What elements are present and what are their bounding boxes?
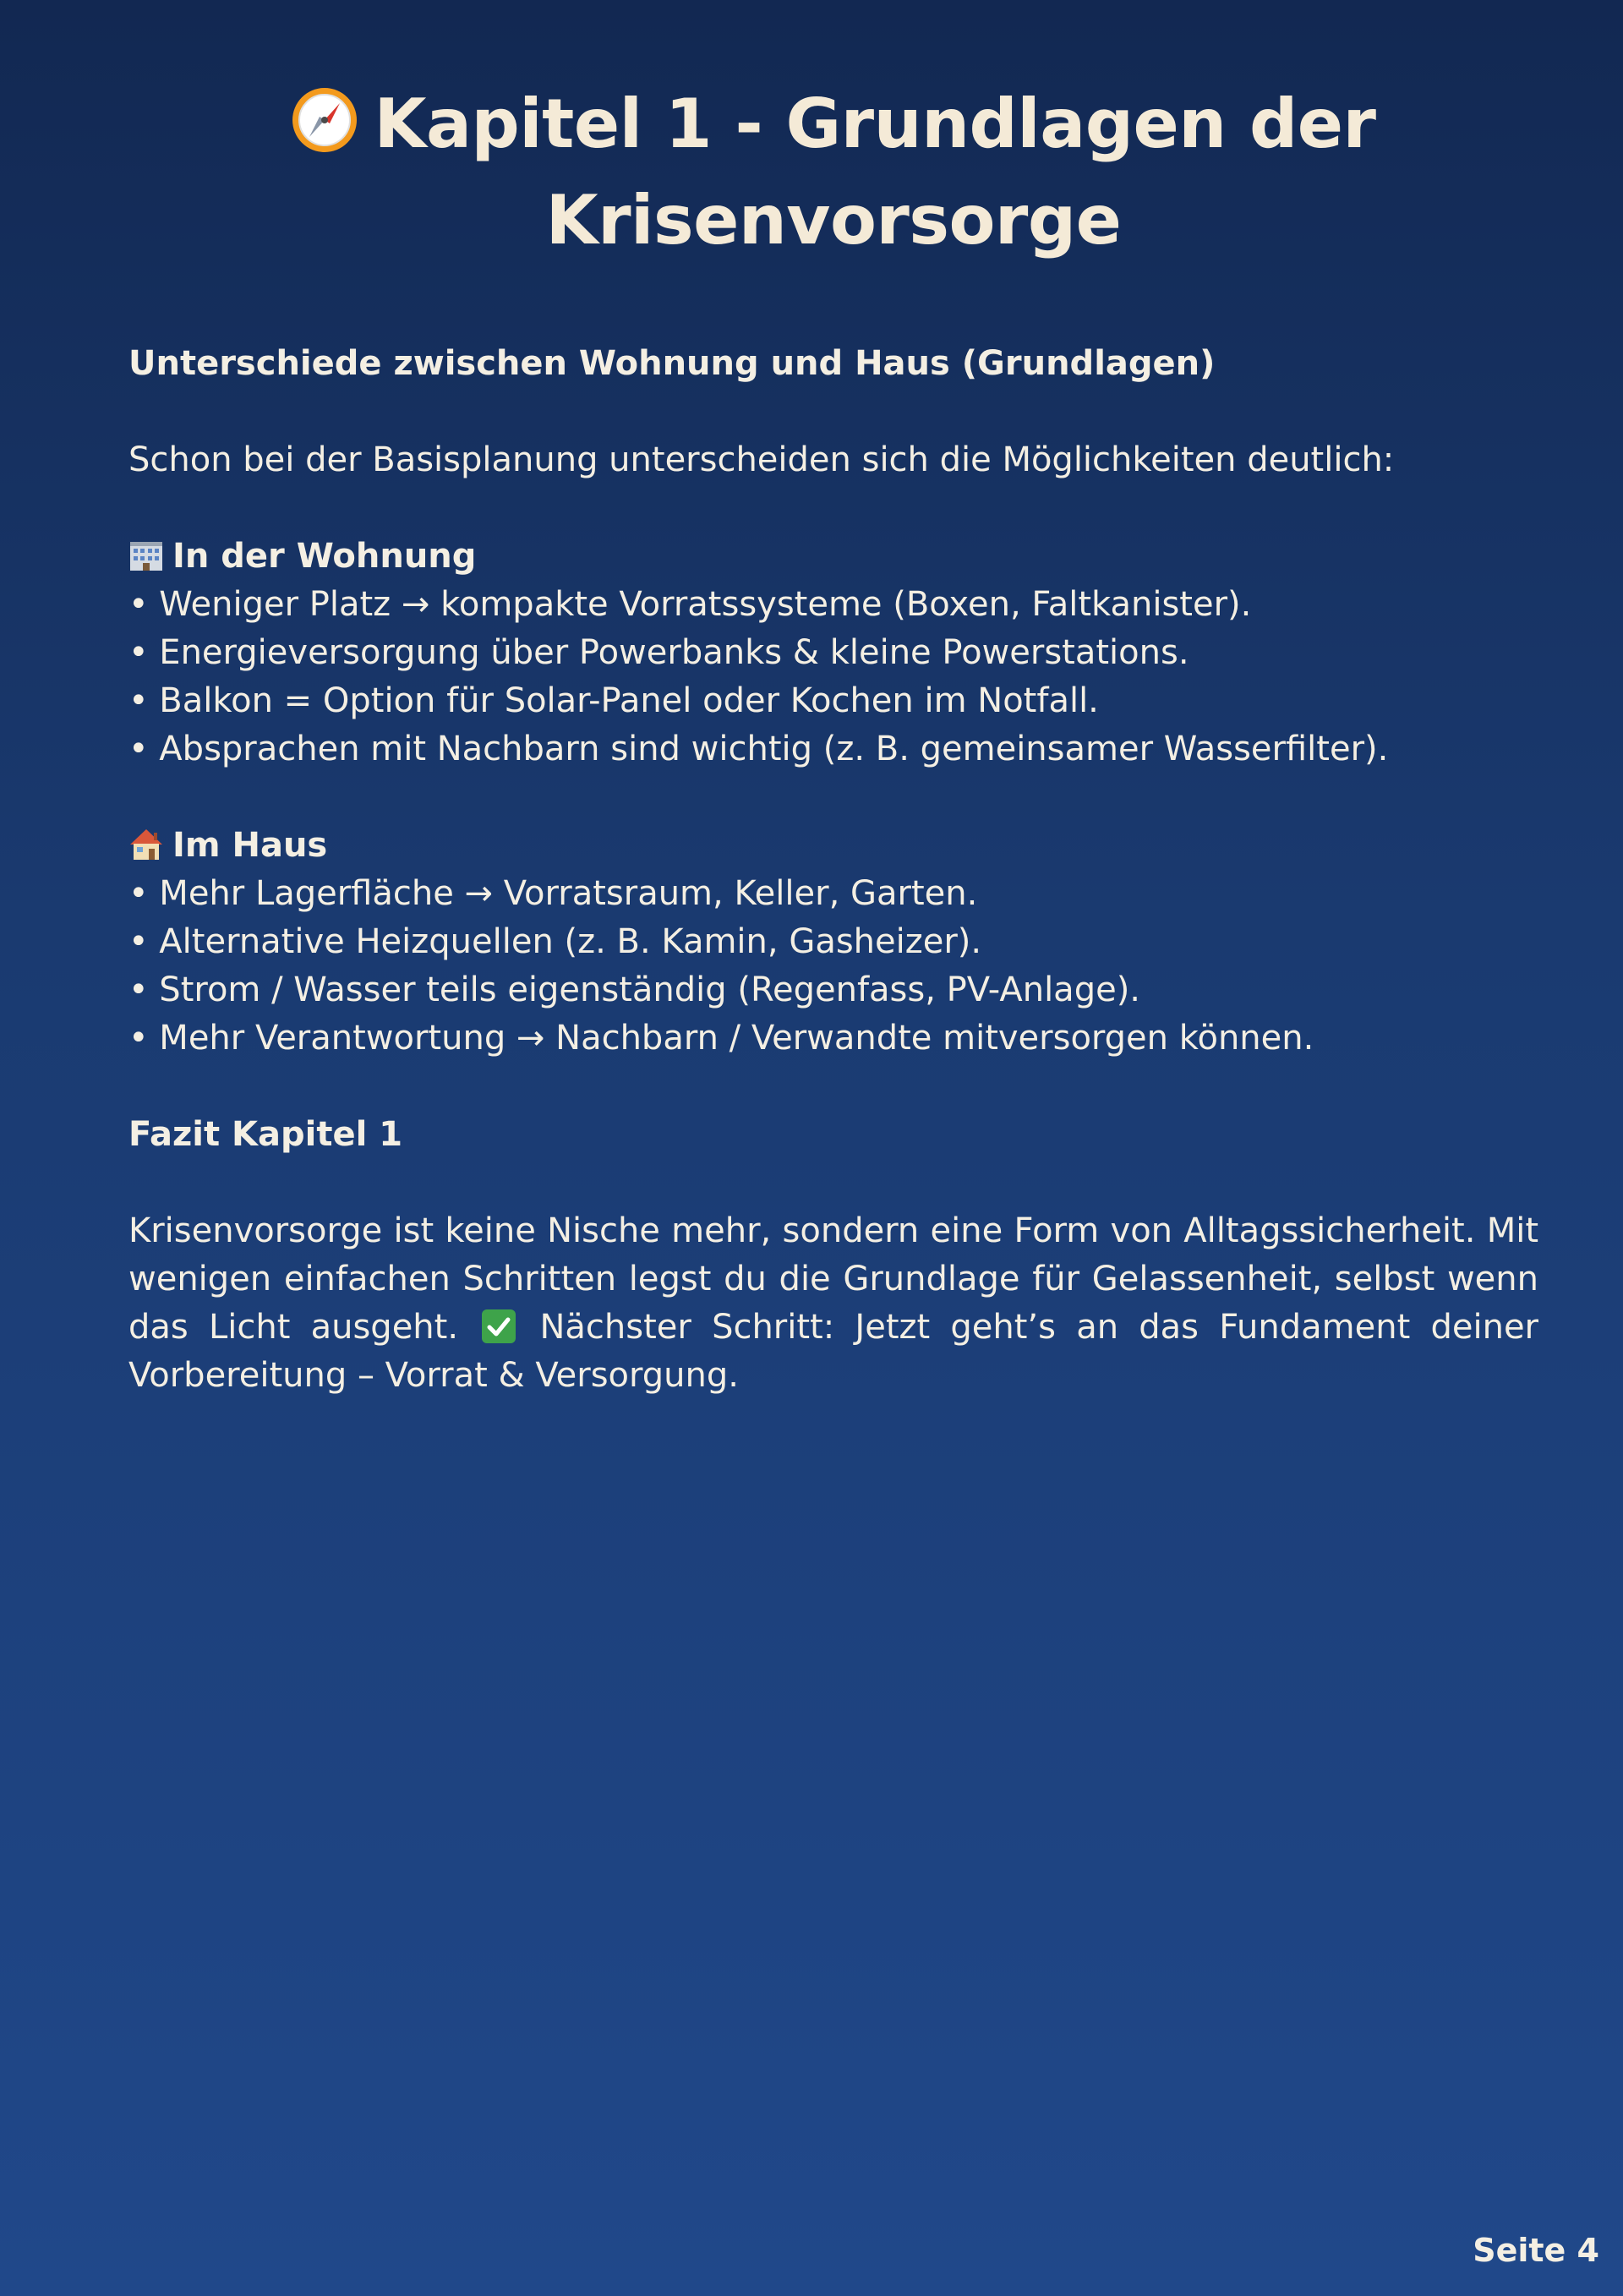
page-title (128, 76, 1538, 269)
section-heading-house-text: Im Haus (172, 826, 328, 865)
house-icon (128, 827, 164, 861)
section-heading-apartment (128, 533, 1538, 581)
intro-paragraph: Schon bei der Basisplanung unterscheiden sich die Möglichkeiten deutlich: (128, 440, 1395, 479)
section-subheading: Unterschiede zwischen Wohnung und Haus (Grundlagen) (128, 344, 1216, 383)
list-item: • Alternative Heizquellen (z. B. Kamin, Gasheizer). (128, 922, 982, 961)
compass-icon (291, 83, 358, 150)
conclusion-text: Krisenvorsorge ist keine Nische mehr, sondern eine Form von Alltagssicherheit. Mit wenigen einfachen Schritten legst du die Grundlage für Gelassenheit, selbst wenn das Licht ausgeht. (128, 1211, 1538, 1347)
page-number: Seite 4 (1473, 2232, 1599, 2269)
list-item: • Energieversorgung über Powerbanks & kleine Powerstations. (128, 633, 1189, 672)
next-step-text: Nächster Schritt: Jetzt geht’s an das Fundament deiner Vorbereitung – Vorrat & Versorgung. (128, 1308, 1539, 1395)
apartment-bullet-list (128, 581, 1538, 774)
page-title-text: Kapitel 1 - Grundlagen der Krisenvorsorge (374, 85, 1376, 260)
apartment-building-icon (128, 538, 164, 571)
list-item: • Mehr Verantwortung → Nachbarn / Verwandte mitversorgen können. (128, 1019, 1314, 1058)
house-bullet-list (128, 870, 1538, 1063)
page-content (128, 76, 1538, 1400)
check-mark-icon (482, 1309, 516, 1343)
list-item: • Strom / Wasser teils eigenständig (Regenfass, PV-Anlage). (128, 970, 1141, 1009)
list-item: • Mehr Lagerfläche → Vorratsraum, Keller, Garten. (128, 874, 978, 913)
conclusion-paragraph (128, 1207, 1538, 1400)
list-item: • Absprachen mit Nachbarn sind wichtig (z. B. gemeinsamer Wasserfilter). (128, 730, 1389, 768)
conclusion-heading: Fazit Kapitel 1 (128, 1115, 403, 1154)
list-item: • Balkon = Option für Solar-Panel oder Kochen im Notfall. (128, 681, 1099, 720)
section-heading-house (128, 822, 1538, 870)
section-heading-apartment-text: In der Wohnung (172, 537, 477, 576)
list-item: • Weniger Platz → kompakte Vorratssysteme (Boxen, Faltkanister). (128, 585, 1252, 624)
